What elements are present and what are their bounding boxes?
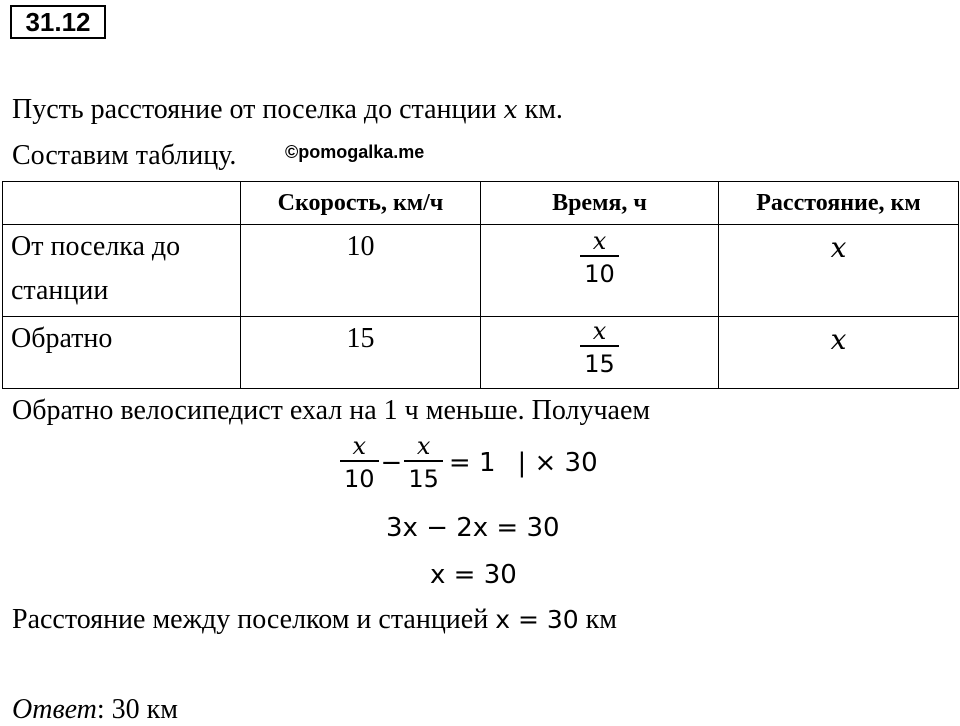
fraction-denominator: 15	[580, 345, 619, 379]
time-cell	[481, 317, 719, 389]
conclusion-unit: км	[578, 604, 617, 635]
row-label: От поселка до станции	[3, 225, 241, 317]
fraction-numerator: x	[416, 432, 431, 460]
table-row	[3, 225, 959, 317]
conclusion-math: x = 30	[495, 605, 579, 634]
answer-value: : 30 км	[96, 694, 178, 725]
conclusion-line	[12, 604, 617, 636]
equation-1	[340, 432, 598, 494]
header-speed: Скорость, км/ч	[241, 182, 481, 225]
fraction-denominator: 10	[340, 460, 379, 494]
row-label: Обратно	[3, 317, 241, 389]
time-cell	[481, 225, 719, 317]
fraction-x-over-10	[340, 432, 379, 494]
distance-cell: x	[719, 225, 959, 317]
fraction-numerator: x	[592, 227, 607, 255]
fraction-numerator: x	[352, 432, 367, 460]
header-time: Время, ч	[481, 182, 719, 225]
fraction-x-over-15	[404, 432, 443, 494]
table-header-row	[3, 182, 959, 225]
intro-line-1	[12, 94, 563, 126]
intro-line-1-text: Пусть расстояние от поселка до станции	[12, 94, 504, 125]
speed-cell: 15	[241, 317, 481, 389]
intro-line-2-text: Составим таблицу.	[12, 140, 237, 171]
equation-1-rhs: = 1	[448, 448, 496, 478]
equation-2: 3x − 2x = 30	[386, 513, 560, 543]
distance-cell: x	[719, 317, 959, 389]
header-distance: Расстояние, км	[719, 182, 959, 225]
watermark: ©pomogalka.me	[285, 142, 425, 162]
data-table	[2, 181, 959, 389]
variable-x: x	[503, 95, 518, 124]
equation-1-multiplier: | × 30	[517, 448, 598, 478]
solution-text: Обратно велосипедист ехал на 1 ч меньше. Получаем	[12, 395, 651, 426]
fraction-numerator: x	[592, 317, 607, 345]
header-empty	[3, 182, 241, 225]
problem-number: 31.12	[10, 5, 106, 39]
time-fraction	[580, 317, 619, 379]
intro-line-1-end: км.	[517, 94, 563, 125]
answer-line	[12, 694, 178, 726]
table-row	[3, 317, 959, 389]
equation-3: x = 30	[430, 560, 517, 590]
fraction-denominator: 10	[580, 255, 619, 289]
answer-label: Ответ	[12, 694, 97, 725]
fraction-denominator: 15	[404, 460, 443, 494]
intro-line-2	[12, 140, 236, 172]
speed-cell: 10	[241, 225, 481, 317]
minus-sign: −	[380, 448, 403, 478]
conclusion-text: Расстояние между поселком и станцией	[12, 604, 496, 635]
time-fraction	[580, 227, 619, 289]
